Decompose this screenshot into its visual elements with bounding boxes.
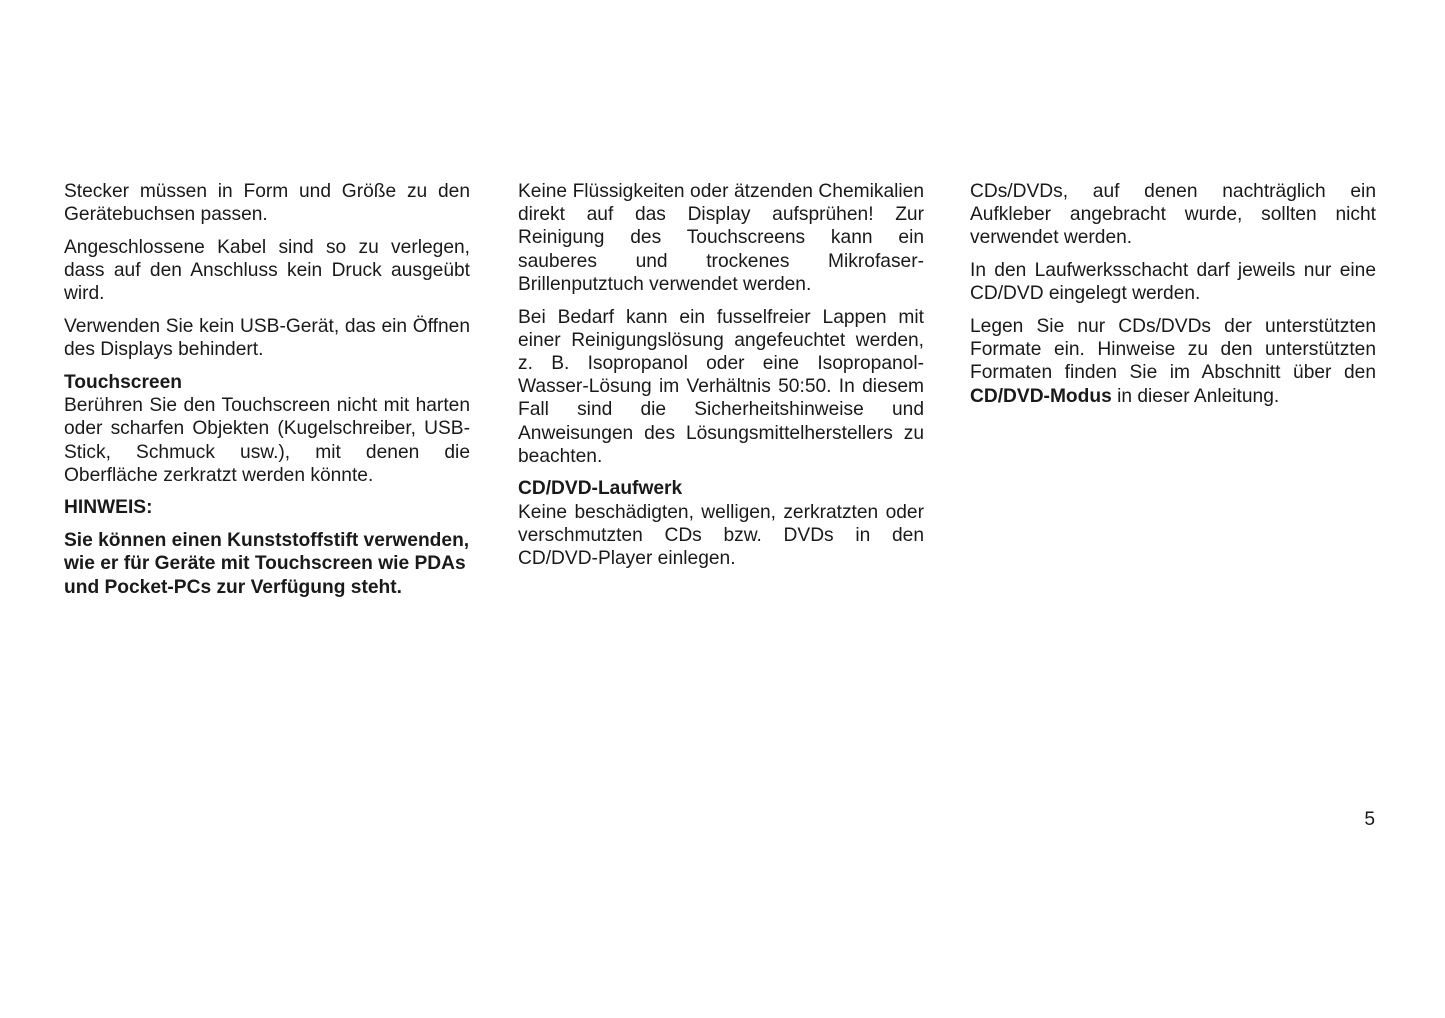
paragraph-no-liquids: Keine Flüssigkeiten oder ätzenden Chemikalien direkt auf das Display aufsprühen! Zur Reinigung des Touchscreens kann ein sauberes und trockenes Mikrofaser-Brillenputztuch verwendet werden. [518,181,924,295]
paragraph-damaged-discs: Keine beschädigten, welligen, zerkratzten oder verschmutzten CDs bzw. DVDs in den CD/DVD-Player einlegen. [518,501,924,570]
page-number: 5 [1364,809,1375,830]
touchscreen-heading: Touchscreen [64,371,183,393]
notice-text: Sie können einen Kunststoffstift verwenden, wie er für Geräte mit Touchscreen wie PDAs und Pocket-PCs zur Verfügung steht. [64,530,470,598]
paragraph-touchscreen: Berühren Sie den Touchscreen nicht mit harten oder scharfen Objekten (Kugelschreiber, USB-Stick, Schmuck usw.), mit denen die Oberfläche zerkratzt werden könnte. [64,395,470,486]
paragraph-cleaning-solution: Bei Bedarf kann ein fusselfreier Lappen mit einer Reinigungslösung angefeuchtet werden, z. B. Isopropanol oder eine Isopropanol-Wasser-Lösung im Verhältnis 50:50. In diesem Fall sind die Sicherheitshinweise und Anweisungen des Lösungsmittelherstellers zu beachten. [518,306,924,467]
paragraph-cable-routing: Angeschlossene Kabel sind so zu verlegen, dass auf den Anschluss kein Druck ausgeübt wird. [64,236,470,305]
notice-label: HINWEIS: [64,497,153,519]
formats-text-start: Legen Sie nur CDs/DVDs der unterstützten Formate ein. Hinweise zu den unterstützten Formaten finden Sie im Abschnitt über den [970,316,1376,384]
paragraph-plug-size: Stecker müssen in Form und Größe zu den Gerätebuchsen passen. [64,181,470,226]
middle-column [518,180,924,580]
cd-dvd-mode-reference: CD/DVD-Modus [970,385,1112,407]
paragraph-usb-device: Verwenden Sie kein USB-Gerät, das ein Öffnen des Displays behindert. [64,316,470,361]
left-column [64,180,470,599]
drive-heading: CD/DVD-Laufwerk [518,478,683,500]
paragraph-stickers: CDs/DVDs, auf denen nachträglich ein Aufkleber angebracht wurde, sollten nicht verwendet werden. [970,181,1376,249]
paragraph-one-disc: In den Laufwerksschacht darf jeweils nur eine CD/DVD eingelegt werden. [970,260,1376,305]
formats-text-end: in dieser Anleitung. [1111,385,1280,407]
paragraph-supported-formats [970,315,1376,408]
right-column [970,180,1376,417]
